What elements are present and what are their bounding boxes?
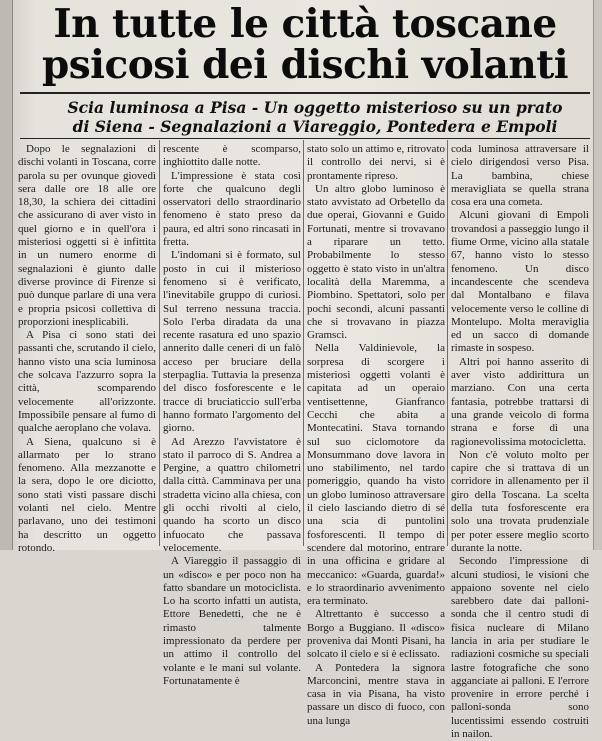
subheadline [50, 98, 580, 136]
paragraph: A Pisa ci sono stati dei passanti che, scrutando il cielo, hanno visto una scia luminosa che solcava l'azzurro sopra la città, scomparendo velocemente all'orizzonte. Impossibile pensare al fumo di qualche aeroplano che volava. [18, 329, 156, 435]
article-column-4 [451, 143, 589, 741]
paragraph: A Pontedera la signora Marconcini, mentre stava in casa in via Pisana, ha visto passare un disco di fuoco, con una lunga [307, 661, 445, 727]
column-divider [447, 140, 448, 546]
paragraph: Ad Arezzo l'avvistatore è stato il parroco di S. Andrea a Pergine, a quattro chilometri dalla città. Camminava per una stradetta vicino alla chiesa, con gli occhi rivolti al cielo, quando ha scorto un disco infuocato che passava velocemente. [163, 435, 301, 554]
paragraph: Alcuni giovani di Empoli trovandosi a passeggio lungo il fiume Orme, vicino alla statale 67, hanno visto lo stesso fenomeno. Un disco incandescente che scendeva dal Montalbano e filava velocemente verso le colline di Montelupo. Molta meraviglia ed un sacco di domande rimaste in sospeso. [451, 209, 589, 355]
paragraph: Secondo l'impressione di alcuni studiosi, le visioni che appaiono sovente nel cielo sarebbero date dai palloni-sonda che il centro studi di fisica nucleare di Milano lancia in aria per studiare le radiazioni cosmiche su speciali lastre fotografiche che sono agganciate ai palloni. E l'errore provenire in errore perché i palloni-sonda sono lucentissimi essendo costruiti in nailon. [451, 555, 589, 741]
paragraph: L'impressione è stata così forte che qualcuno degli osservatori dello straordinario fenomeno è stato preso da paura, ed altri sono rincasati in fretta. [163, 169, 301, 249]
article-column-3 [307, 143, 445, 727]
paragraph: Altrettanto è successo a Borgo a Buggiano. Il «disco» proveniva dai Monti Pisani, ha solcato il cielo e si è eclissato. [307, 608, 445, 661]
paragraph: L'indomani si è formato, sul posto in cui il misterioso fenomeno si è verificato, l'inevitabile gruppo di curiosi. Sul terreno nessuna traccia. Solo l'erba diradata da una recente rasatura ed uno spazio annerito dalle ceneri di un falò acceso per bruciare della sterpaglia. Tuttavia la presenza del disco fosforescente e le tracce di bruciaticcio sull'erba hanno formato l'argomento del giorno. [163, 249, 301, 435]
article-column-1 [18, 143, 156, 554]
paragraph: coda luminosa attraversare il cielo dirigendosi verso Pisa. La bambina, chiese meravigliata se quella strana cosa era una cometa. [451, 143, 589, 209]
right-page-edge [593, 0, 602, 550]
adjacent-page-edge [0, 0, 13, 550]
headline-line-1: In tutte le città toscane [53, 1, 557, 47]
article-column-2 [163, 143, 301, 687]
headline-rule [20, 92, 590, 94]
headline [18, 1, 592, 88]
paragraph: Dopo le segnalazioni di dischi volanti in Toscana, corre parola su per ovunque giovedì sera dalle ore 18 alle ore 18,30, la schiera dei cittadini che assicurano di aver visto in quel giorno e in quell'ora i misteriosi oggetti si è infittita in un numero enorme di segnalazioni è giunto dalle diverse province di Firenze si può dunque parlare di una vera e propria psicosi collettiva di proporzioni inesplicabili. [18, 143, 156, 328]
headline-line-2: psicosi dei dischi volanti [41, 42, 569, 88]
paragraph: Altri poi hanno asserito di aver visto addirittura un marziano. Con una certa fantasia, potrebbe trattarsi di una grande veicolo di forma strana e forse di una ragionevolissima motocicletta. [451, 355, 589, 448]
paragraph: A Viareggio il passaggio di un «disco» e per poco non ha fatto sbandare un motociclista. Lo ha scorto infatti un autista, Ettore Benedetti, che ne è rimasto talmente impressionato da perdere per un attimo il controllo del volante e le mani sul volante. Fortunatamente è [163, 555, 301, 687]
paragraph: Non c'è voluto molto per capire che si trattava di un corridore in allenamento per il giro della Toscana. La scelta della tuta fosforescente era solo una trovata prudenziale per poter essere meglio scorto durante la notte. [451, 448, 589, 554]
subheadline-line-1: Scia luminosa a Pisa - Un oggetto misterioso su un prato [67, 98, 563, 117]
column-divider [303, 140, 304, 546]
subheadline-line-2: di Siena - Segnalazioni a Viareggio, Pontedera e Empoli [72, 117, 558, 136]
paragraph: Un altro globo luminoso è stato avvistato ad Orbetello da due operai, Giovanni e Guido Fortunati, mentre si trovavano a riparare un tetto. Probabilmente lo stesso oggetto è stato visto in un'altra località della Maremma, a Piombino. Spettatori, solo per pochi secondi, alcuni passanti che si trovavano in piazza Gramsci. [307, 182, 445, 342]
paragraph: Nella Valdinievole, la sorpresa di scorgere i misteriosi oggetti volanti è capitata ad un operaio ventisettenne, Gianfranco Cecchi che abita a Montecatini. Stava tornando sul suo ciclomotore da Monsummano dove lavora in uno stabilimento, nel tardo pomeriggio, quando ha visto un globo luminoso attraversare il cielo lasciando dietro di sé una scia di puntolini fosforescenti. Il tempo di scendere dal motorino, entrare in una officina e gridare al meccanico: «Guarda, guarda!» e lo straordinario avvenimento era terminato. [307, 342, 445, 608]
column-divider [159, 140, 160, 546]
paragraph: stato solo un attimo e, ritrovato il controllo dei nervi, si è prontamente ripreso. [307, 143, 445, 182]
paragraph: A Siena, qualcuno si è allarmato per lo strano fenomeno. Alla mezzanotte e la sera, dopo le ore diciotto, sono stati visti passare dischi volanti nel cielo. Mentre parlavano, uno dei testimoni ha descritto un oggetto rotondo. [18, 435, 156, 554]
subheadline-rule [20, 138, 590, 139]
paragraph: rescente è scomparso, inghiottito dalle notte. [163, 143, 301, 169]
